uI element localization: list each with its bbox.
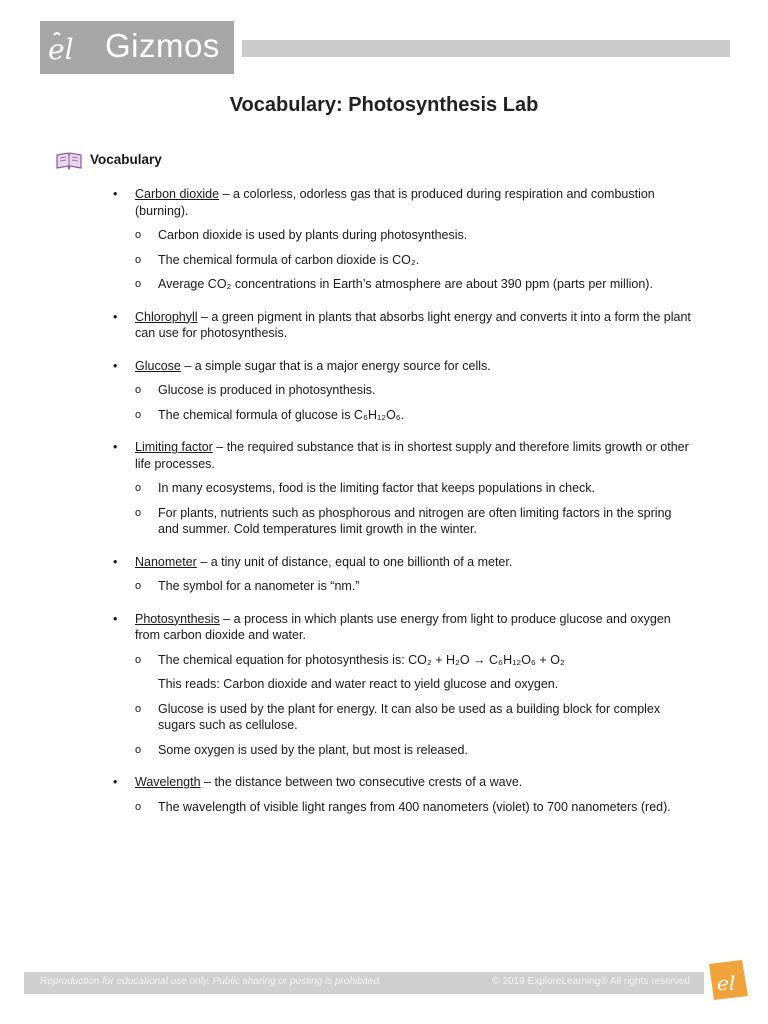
page-title: Vocabulary: Photosynthesis Lab: [229, 94, 539, 116]
bullet-icon: •: [113, 358, 118, 373]
svg-text:el: el: [717, 971, 736, 995]
note-item: [135, 676, 693, 693]
term-definition: – the required substance that is in shortest supply and therefore limits growth or other life processes.: [135, 440, 689, 471]
bullet-icon: •: [113, 309, 118, 324]
note-text: For plants, nutrients such as phosphorous and nitrogen are often limiting factors in the spring and summer. Cold temperatures limit growth in the winter.: [158, 505, 672, 536]
footer-copyright: © 2019 ExploreLearning® All rights reserved: [492, 976, 690, 987]
note-item: [135, 799, 693, 816]
term-notes: [135, 799, 693, 816]
note-item: [135, 652, 693, 669]
vocab-term: [113, 554, 693, 595]
term-notes: [135, 480, 693, 538]
note-text: Average CO₂ concentrations in Earth’s atmosphere are about 390 ppm (parts per million).: [158, 277, 653, 291]
vocab-term: [113, 774, 693, 815]
note-item: [135, 701, 693, 734]
note-text: Glucose is used by the plant for energy. It can also be used as a building block for complex sugars such as cellulose.: [158, 701, 661, 732]
note-item: [135, 505, 693, 538]
term-definition: – the distance between two consecutive crests of a wave.: [200, 775, 523, 789]
term-definition: – a process in which plants use energy from light to produce glucose and oxygen from carbon dioxide and water.: [135, 611, 671, 642]
vocabulary-list: [113, 186, 693, 831]
term-name: Chlorophyll: [135, 309, 198, 324]
note-item: [135, 578, 693, 595]
note-item: [135, 276, 693, 293]
note-text: Some oxygen is used by the plant, but most is released.: [158, 742, 468, 757]
bullet-icon: •: [113, 554, 118, 569]
vocab-term: [113, 186, 693, 293]
circle-bullet-icon: o: [135, 482, 142, 494]
term-name: Carbon dioxide: [135, 187, 220, 201]
vocab-term: [113, 358, 693, 424]
footer-bar: [24, 972, 704, 994]
circle-bullet-icon: o: [135, 580, 142, 592]
note-text: The wavelength of visible light ranges from 400 nanometers (violet) to 700 nanometers (red).: [158, 799, 671, 814]
term-notes: [135, 227, 693, 293]
book-icon: [56, 152, 82, 170]
term-notes: [135, 652, 693, 759]
circle-bullet-icon: o: [135, 253, 142, 266]
note-item: [135, 382, 693, 399]
term-name: Wavelength: [135, 775, 201, 789]
note-item: [135, 227, 693, 244]
svg-text:el: el: [48, 33, 74, 66]
el-logo-icon: [40, 21, 93, 74]
note-text: The chemical equation for photosynthesis is: CO₂ + H₂O → C₆H₁₂O₆ + O₂: [158, 652, 565, 667]
header-bar: [242, 40, 730, 57]
term-notes: [135, 382, 693, 423]
circle-bullet-icon: o: [135, 408, 142, 421]
note-text: In many ecosystems, food is the limiting factor that keeps populations in check.: [158, 481, 596, 495]
vocab-term: [113, 309, 693, 342]
circle-bullet-icon: o: [135, 800, 142, 813]
brand-name: Gizmos: [105, 27, 220, 64]
term-name: Photosynthesis: [135, 611, 220, 626]
note-text: Glucose is produced in photosynthesis.: [158, 383, 376, 397]
circle-bullet-icon: o: [135, 653, 142, 666]
circle-bullet-icon: o: [135, 278, 142, 290]
note-item: [135, 407, 693, 424]
note-text: The chemical formula of glucose is C₆H₁₂O₆.: [158, 407, 405, 422]
note-item: [135, 252, 693, 269]
note-item: [135, 480, 693, 497]
term-definition: – a colorless, odorless gas that is produced during respiration and combustion (burning).: [135, 187, 655, 218]
bullet-icon: •: [113, 440, 118, 454]
circle-bullet-icon: o: [135, 229, 142, 241]
circle-bullet-icon: o: [135, 506, 142, 519]
section-heading: Vocabulary: [90, 152, 162, 167]
vocab-term: [113, 439, 693, 538]
explorelearning-logo-icon: [706, 958, 750, 1002]
term-definition: – a simple sugar that is a major energy source for cells.: [180, 358, 491, 373]
circle-bullet-icon: o: [135, 743, 142, 756]
vocab-term: [113, 611, 693, 759]
note-item: [135, 742, 693, 759]
note-text: The symbol for a nanometer is “nm.”: [158, 579, 360, 593]
bullet-icon: •: [113, 187, 118, 201]
term-name: Limiting factor: [135, 440, 213, 454]
note-text: The chemical formula of carbon dioxide is CO₂.: [158, 252, 420, 267]
term-definition: – a tiny unit of distance, equal to one billionth of a meter.: [196, 554, 513, 569]
term-notes: [135, 578, 693, 595]
footer-notice: Reproduction for educational use only. Public sharing or posting is prohibited.: [40, 976, 382, 987]
term-definition: – a green pigment in plants that absorbs light energy and converts it into a form the plant can use for photosynthesis.: [135, 309, 691, 340]
gizmos-logo: [40, 21, 234, 74]
note-text: Carbon dioxide is used by plants during photosynthesis.: [158, 228, 468, 242]
term-name: Glucose: [135, 358, 181, 373]
bullet-icon: •: [113, 611, 118, 626]
term-name: Nanometer: [135, 554, 197, 569]
note-text: This reads: Carbon dioxide and water react to yield glucose and oxygen.: [158, 677, 559, 691]
circle-bullet-icon: o: [135, 384, 142, 396]
bullet-icon: •: [113, 775, 118, 789]
circle-bullet-icon: o: [135, 702, 142, 715]
